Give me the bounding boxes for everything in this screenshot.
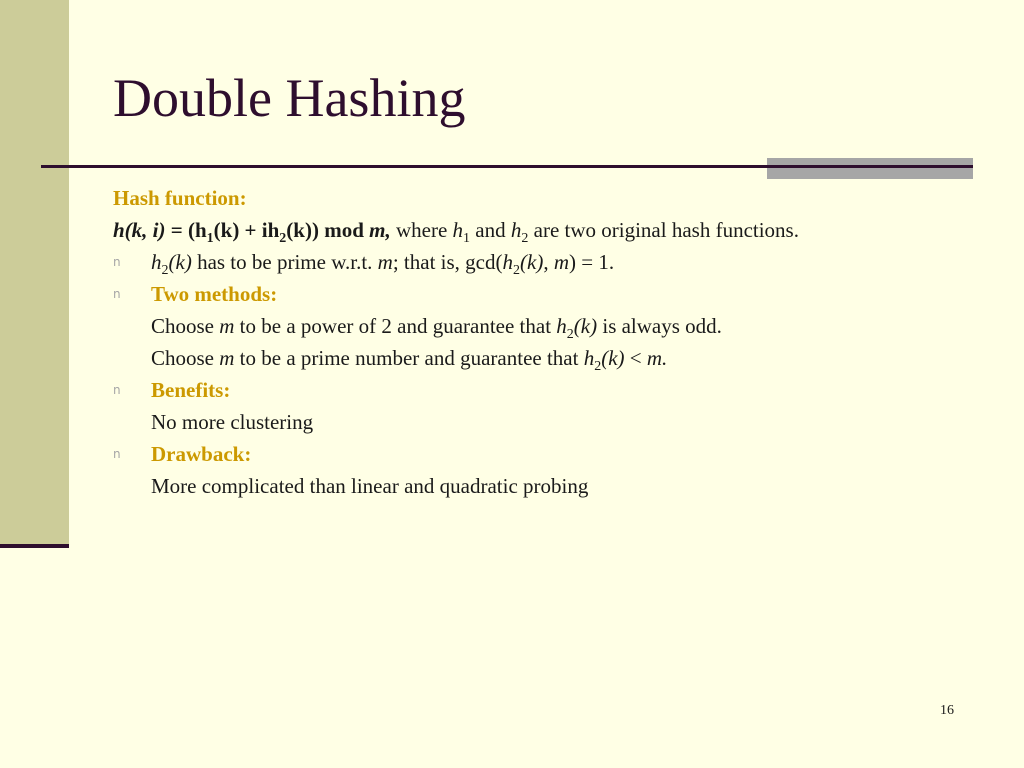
slide-content [113,182,993,502]
bullet-two-methods: n Two methods: [113,278,993,310]
method-power-of-two: Choose m to be a power of 2 and guarantee that $h_2(k)$ is always odd. [151,314,722,342]
bullet-icon: n [113,383,121,397]
bullet-icon: n [113,255,121,269]
slide-title: Double Hashing [113,68,466,128]
page-number: 16 [940,703,954,718]
hash-function-heading: Hash function: [113,186,247,210]
method-prime-number: Choose m to be a prime number and guarantee that $h_2(k) < m$. [151,346,668,374]
left-accent-band [0,0,69,548]
title-rule-grey-bottom [767,168,973,179]
bullet-benefits: n Benefits: [113,374,993,406]
bullet-icon: n [113,447,121,461]
bullet-icon: n [113,287,121,301]
title-rule-grey-top [767,158,973,165]
drawback-text: More complicated than linear and quadratic probing [151,474,589,498]
bullet-drawback: n Drawback: [113,438,993,470]
benefit-text: No more clustering [151,410,314,434]
hash-function-formula: h(k, $i) = (h_1(k) + ih_2(k))$ mod m, where $h_1$ and $h_2$ are two original hash functions. [113,218,799,246]
bullet-prime-condition: n $h_2(k)$ has to be prime w.r.t. m; that is, $\gcd(h_2(k)$, m) = 1. [113,246,993,278]
left-accent-band-base [0,544,69,548]
